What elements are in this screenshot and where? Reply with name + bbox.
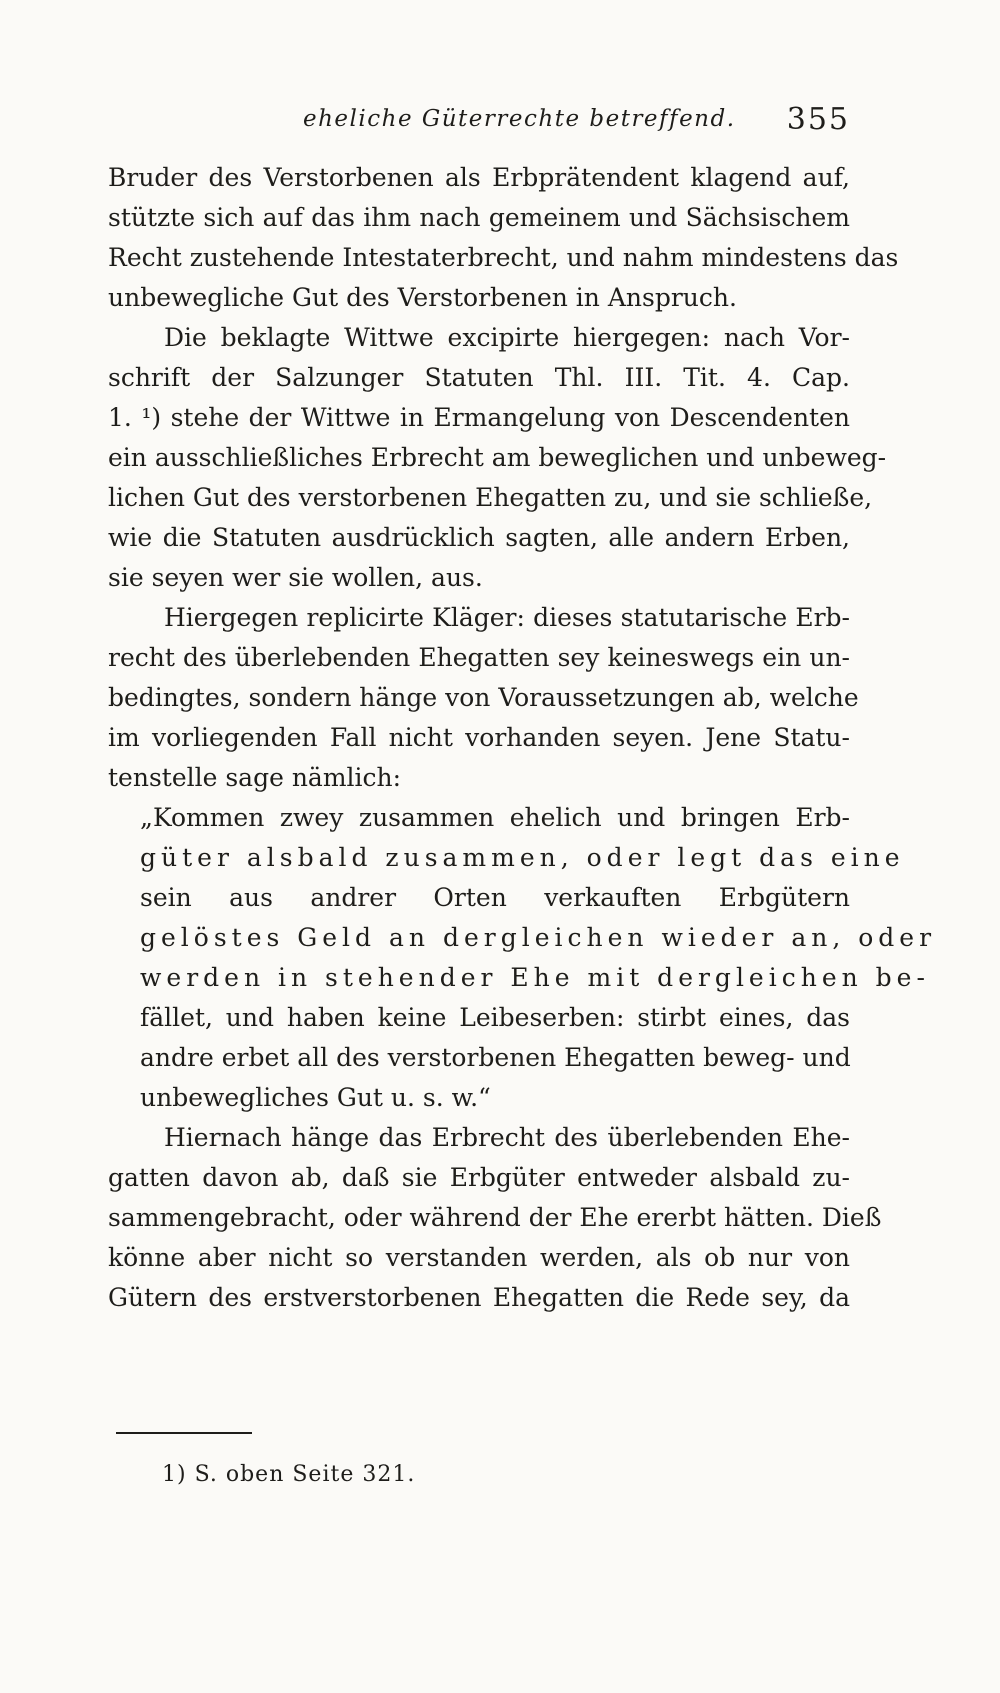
text-line: Gütern des erstverstorbenen Ehegatten die Rede sey, da	[108, 1283, 850, 1312]
text-line: recht des überlebenden Ehegatten sey keineswegs ein un-	[108, 643, 850, 672]
text-line: sammengebracht, oder während der Ehe ererbt hätten. Dieß	[108, 1203, 882, 1232]
text-line: bedingtes, sondern hänge von Voraussetzungen ab, welche	[108, 683, 859, 712]
quote-line: fället, und haben keine Leibeserben: stirbt eines, das	[140, 1003, 850, 1032]
text-line: im vorliegenden Fall nicht vorhanden seyen. Jene Statu-	[108, 723, 850, 752]
footnote-rule	[116, 1432, 252, 1434]
running-title: eheliche Güterrechte betreffend.	[303, 106, 736, 132]
footnote: 1) S. oben Seite 321.	[162, 1462, 416, 1487]
paragraph-2	[108, 318, 887, 598]
text-line: unbewegliche Gut des Verstorbenen in Anspruch.	[108, 283, 737, 312]
page-body	[108, 158, 937, 1318]
text-line: stützte sich auf das ihm nach gemeinem und Sächsischem	[108, 203, 850, 232]
text-line: Die beklagte Wittwe excipirte hiergegen: nach Vor-	[164, 323, 850, 352]
quote-line: unbewegliches Gut u. s. w.“	[140, 1083, 491, 1112]
quote-line: „Kommen zwey zusammen ehelich und bringen Erb-	[140, 803, 850, 832]
text-line: könne aber nicht so verstanden werden, als ob nur von	[108, 1243, 850, 1272]
page-number: 355	[786, 102, 850, 137]
paragraph-3	[108, 598, 859, 798]
paragraph-1	[108, 158, 899, 318]
text-line: wie die Statuten ausdrücklich sagten, alle andern Erben,	[108, 523, 850, 552]
text-line: 1. ¹) stehe der Wittwe in Ermangelung von Descendenten	[108, 403, 850, 432]
text-line: Recht zustehende Intestaterbrecht, und nahm mindestens das	[108, 243, 899, 272]
text-line: gatten davon ab, daß sie Erbgüter entweder alsbald zu-	[108, 1163, 850, 1192]
text-line: lichen Gut des verstorbenen Ehegatten zu, und sie schließe,	[108, 483, 873, 512]
text-line: ein ausschließliches Erbrecht am beweglichen und unbeweg-	[108, 443, 887, 472]
text-line: Hiernach hänge das Erbrecht des überlebenden Ehe-	[164, 1123, 850, 1152]
page-header	[108, 102, 850, 142]
quote-line: werden in stehender Ehe mit dergleichen be-	[140, 963, 930, 992]
text-line: Hiergegen replicirte Kläger: dieses statutarische Erb-	[164, 603, 850, 632]
quote-line: gelöstes Geld an dergleichen wieder an, oder	[140, 923, 937, 952]
quote-line: andre erbet all des verstorbenen Ehegatten beweg- und	[140, 1043, 851, 1072]
paragraph-4	[108, 1118, 882, 1318]
quote-line: sein aus andrer Orten verkauften Erbgütern	[140, 883, 850, 912]
text-line: Bruder des Verstorbenen als Erbprätendent klagend auf,	[108, 163, 850, 192]
text-line: tenstelle sage nämlich:	[108, 763, 402, 792]
text-line: schrift der Salzunger Statuten Thl. III. Tit. 4. Cap.	[108, 363, 850, 392]
text-line: sie seyen wer sie wollen, aus.	[108, 563, 483, 592]
quote-line: güter alsbald zusammen, oder legt das eine	[140, 843, 905, 872]
statute-quotation	[108, 798, 937, 1118]
